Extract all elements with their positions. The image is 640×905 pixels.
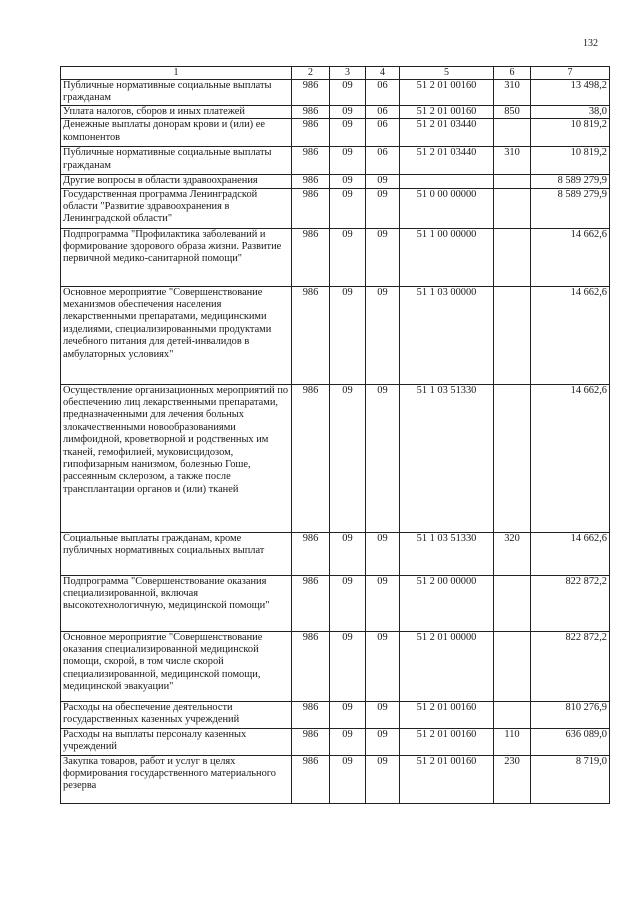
cell-code: 986 bbox=[292, 575, 330, 631]
table-row bbox=[61, 286, 610, 384]
cell-amount: 13 498,2 bbox=[531, 80, 610, 106]
row-name: Расходы на обеспечение деятельности государственных казенных учреждений bbox=[61, 701, 292, 728]
cell-type: 110 bbox=[494, 728, 531, 755]
cell-section: 09 bbox=[330, 105, 366, 118]
cell-amount: 10 819,2 bbox=[531, 147, 610, 175]
cell-code: 986 bbox=[292, 384, 330, 532]
cell-target: 51 2 01 00000 bbox=[400, 631, 494, 701]
cell-type: 320 bbox=[494, 532, 531, 575]
cell-amount: 8 589 279,9 bbox=[531, 188, 610, 228]
table-row bbox=[61, 631, 610, 701]
cell-subsection: 06 bbox=[366, 105, 400, 118]
cell-section: 09 bbox=[330, 147, 366, 175]
cell-subsection: 09 bbox=[366, 631, 400, 701]
cell-code: 986 bbox=[292, 147, 330, 175]
column-header: 7 bbox=[531, 67, 610, 80]
cell-type: 850 bbox=[494, 105, 531, 118]
column-header: 6 bbox=[494, 67, 531, 80]
cell-target: 51 2 01 00160 bbox=[400, 728, 494, 755]
cell-amount: 10 819,2 bbox=[531, 119, 610, 147]
cell-subsection: 09 bbox=[366, 755, 400, 803]
cell-amount: 14 662,6 bbox=[531, 228, 610, 286]
cell-amount: 636 089,0 bbox=[531, 728, 610, 755]
cell-target: 51 1 03 51330 bbox=[400, 384, 494, 532]
cell-type bbox=[494, 631, 531, 701]
cell-target bbox=[400, 175, 494, 188]
cell-section: 09 bbox=[330, 631, 366, 701]
cell-code: 986 bbox=[292, 755, 330, 803]
cell-type bbox=[494, 188, 531, 228]
table-row bbox=[61, 147, 610, 175]
cell-amount: 38,0 bbox=[531, 105, 610, 118]
cell-amount: 8 589 279,9 bbox=[531, 175, 610, 188]
row-name: Основное мероприятие "Совершенствование оказания специализированной медицинской помощи, скорой, в том числе скорой специализированной, медицинской помощи, медицинской эвакуации" bbox=[61, 631, 292, 701]
cell-code: 986 bbox=[292, 105, 330, 118]
cell-target: 51 1 03 00000 bbox=[400, 286, 494, 384]
cell-target: 51 2 01 03440 bbox=[400, 147, 494, 175]
cell-target: 51 2 01 03440 bbox=[400, 119, 494, 147]
row-name: Другие вопросы в области здравоохранения bbox=[61, 175, 292, 188]
cell-type bbox=[494, 384, 531, 532]
column-header: 4 bbox=[366, 67, 400, 80]
cell-type bbox=[494, 575, 531, 631]
cell-subsection: 06 bbox=[366, 119, 400, 147]
cell-code: 986 bbox=[292, 532, 330, 575]
table-row bbox=[61, 228, 610, 286]
cell-subsection: 09 bbox=[366, 188, 400, 228]
cell-section: 09 bbox=[330, 175, 366, 188]
table-row bbox=[61, 532, 610, 575]
row-name: Денежные выплаты донорам крови и (или) ее компонентов bbox=[61, 119, 292, 147]
cell-section: 09 bbox=[330, 384, 366, 532]
column-header: 2 bbox=[292, 67, 330, 80]
cell-section: 09 bbox=[330, 80, 366, 106]
table-row bbox=[61, 575, 610, 631]
row-name: Публичные нормативные социальные выплаты гражданам bbox=[61, 80, 292, 106]
cell-code: 986 bbox=[292, 119, 330, 147]
cell-amount: 14 662,6 bbox=[531, 286, 610, 384]
cell-type bbox=[494, 175, 531, 188]
cell-type bbox=[494, 701, 531, 728]
column-header: 1 bbox=[61, 67, 292, 80]
cell-target: 51 2 01 00160 bbox=[400, 105, 494, 118]
cell-amount: 14 662,6 bbox=[531, 384, 610, 532]
cell-type: 310 bbox=[494, 80, 531, 106]
cell-subsection: 06 bbox=[366, 80, 400, 106]
cell-target: 51 2 01 00160 bbox=[400, 701, 494, 728]
cell-amount: 822 872,2 bbox=[531, 631, 610, 701]
cell-code: 986 bbox=[292, 188, 330, 228]
row-name: Осуществление организационных мероприятий по обеспечению лиц лекарственными препаратами, предназначенными для лечения больных злокачественными новообразованиями лимфоидной, кроветворной и родственных им тканей, гемофилией, муковисцидозом, гипофизарным нанизмом, болезнью Гоше, рассеянным склерозом, а также после трансплантации органов и (или) тканей bbox=[61, 384, 292, 532]
table-row bbox=[61, 701, 610, 728]
cell-section: 09 bbox=[330, 286, 366, 384]
cell-section: 09 bbox=[330, 532, 366, 575]
table-row bbox=[61, 755, 610, 803]
cell-type bbox=[494, 228, 531, 286]
cell-type bbox=[494, 119, 531, 147]
cell-section: 09 bbox=[330, 575, 366, 631]
cell-section: 09 bbox=[330, 228, 366, 286]
cell-code: 986 bbox=[292, 228, 330, 286]
cell-subsection: 09 bbox=[366, 701, 400, 728]
row-name: Государственная программа Ленинградской области "Развитие здравоохранения в Ленинградской области" bbox=[61, 188, 292, 228]
budget-table bbox=[60, 66, 610, 804]
page-number: 132 bbox=[583, 38, 598, 49]
cell-subsection: 09 bbox=[366, 228, 400, 286]
cell-target: 51 2 00 00000 bbox=[400, 575, 494, 631]
cell-target: 51 1 03 51330 bbox=[400, 532, 494, 575]
cell-section: 09 bbox=[330, 701, 366, 728]
cell-code: 986 bbox=[292, 175, 330, 188]
cell-code: 986 bbox=[292, 701, 330, 728]
cell-subsection: 09 bbox=[366, 532, 400, 575]
cell-section: 09 bbox=[330, 119, 366, 147]
row-name: Публичные нормативные социальные выплаты гражданам bbox=[61, 147, 292, 175]
table-row bbox=[61, 384, 610, 532]
header-row bbox=[61, 67, 610, 80]
cell-subsection: 09 bbox=[366, 175, 400, 188]
row-name: Подпрограмма "Профилактика заболеваний и формирование здорового образа жизни. Развитие первичной медико-санитарной помощи" bbox=[61, 228, 292, 286]
cell-amount: 8 719,0 bbox=[531, 755, 610, 803]
cell-target: 51 2 01 00160 bbox=[400, 755, 494, 803]
cell-type: 230 bbox=[494, 755, 531, 803]
row-name: Уплата налогов, сборов и иных платежей bbox=[61, 105, 292, 118]
cell-amount: 822 872,2 bbox=[531, 575, 610, 631]
cell-target: 51 0 00 00000 bbox=[400, 188, 494, 228]
row-name: Социальные выплаты гражданам, кроме публичных нормативных социальных выплат bbox=[61, 532, 292, 575]
cell-code: 986 bbox=[292, 728, 330, 755]
cell-subsection: 09 bbox=[366, 286, 400, 384]
column-header: 5 bbox=[400, 67, 494, 80]
table-row bbox=[61, 80, 610, 106]
cell-section: 09 bbox=[330, 188, 366, 228]
row-name: Основное мероприятие "Совершенствование механизмов обеспечения населения лекарственными препаратами, медицинскими изделиями, специализированными продуктами лечебного питания для детей-инвалидов в амбулаторных условиях" bbox=[61, 286, 292, 384]
cell-code: 986 bbox=[292, 80, 330, 106]
cell-subsection: 09 bbox=[366, 384, 400, 532]
cell-subsection: 09 bbox=[366, 575, 400, 631]
cell-amount: 810 276,9 bbox=[531, 701, 610, 728]
column-header: 3 bbox=[330, 67, 366, 80]
table-row bbox=[61, 188, 610, 228]
cell-subsection: 09 bbox=[366, 728, 400, 755]
cell-target: 51 1 00 00000 bbox=[400, 228, 494, 286]
cell-code: 986 bbox=[292, 631, 330, 701]
table-row bbox=[61, 175, 610, 188]
cell-section: 09 bbox=[330, 755, 366, 803]
cell-code: 986 bbox=[292, 286, 330, 384]
cell-section: 09 bbox=[330, 728, 366, 755]
cell-type: 310 bbox=[494, 147, 531, 175]
cell-target: 51 2 01 00160 bbox=[400, 80, 494, 106]
cell-subsection: 06 bbox=[366, 147, 400, 175]
table-row bbox=[61, 728, 610, 755]
row-name: Подпрограмма "Совершенствование оказания специализированной, включая высокотехнологичную, медицинской помощи" bbox=[61, 575, 292, 631]
cell-type bbox=[494, 286, 531, 384]
cell-amount: 14 662,6 bbox=[531, 532, 610, 575]
row-name: Расходы на выплаты персоналу казенных учреждений bbox=[61, 728, 292, 755]
table-row bbox=[61, 119, 610, 147]
table-row bbox=[61, 105, 610, 118]
row-name: Закупка товаров, работ и услуг в целях формирования государственного материального резерва bbox=[61, 755, 292, 803]
